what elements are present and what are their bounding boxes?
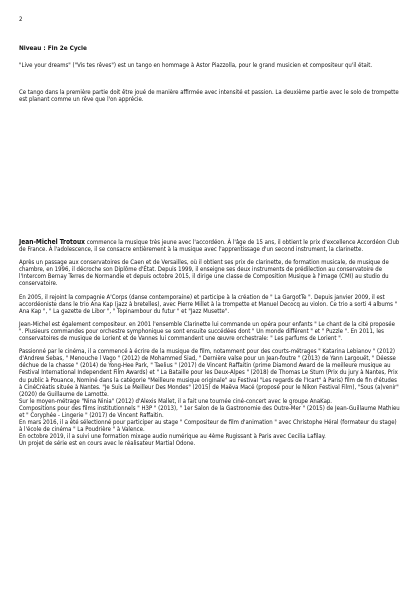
intro-paragraph-2: Ce tango dans la première partie doit être joué de manière affirmée avec intensité et passion. La deuxième partie avec le solo de trompette est planant comme un rêve que l'on apprécie.: [19, 89, 399, 104]
bio-paragraph-1: [19, 239, 400, 253]
author-name: Jean-Michel Trotoux: [19, 238, 86, 246]
intro-paragraph-1: "Live your dreams" ("Vis tes rêves") est un tango en hommage à Astor Piazzolla, pour le grand musicien et compositeur qu'il était.: [19, 62, 373, 69]
bio-paragraph-10: Un projet de série est en cours avec le réalisateur Martial Odone.: [19, 440, 196, 448]
page-number: 2: [19, 16, 23, 23]
bio-paragraph-7: Compositions pour des films institutionnels " H3P " (2013), " 1er Salon de la Gastronomie des Outre-Mer " (2015) de Jean-Guillaume Mathieu et " Coryphée - Lingerie " (2017) de Vincent Raffaitin.: [19, 404, 400, 419]
bio-paragraph-5: Passionné par le cinéma, il a commencé à écrire de la musique de film, notamment pour des courts-métrages " Katarina Lebianov " (2012) d'Andrew Sebas, " Menouche l Vago " (2012) de Mohammed Siad, " Dernière valse pour un Jean-foutre " (2013) de Yann Largouët, " Déesse déchue de la chasse " (2014) de Yong-Hee Park, " Taelius " (2017) de Vincent Raffaitin (prime Diamond Award de la meilleure musique au Festival International Independent Film Awards) et " La Bataille pour les Deux-Alpes " (2018) de Thomas Le Stum (Prix du jury à Nantes, Prix du public à Pouance, Nominé dans la catégorie "Meilleure musique originale" au Festival "Les regards de l'Icart" à Paris) film de fin d'études à CinéCréatis située à Nantes. "Je Suis Le Meilleur Des Mondes" (2015) de Maëva Macé (proposé pour le Nikon Festival Film), "Sous (a)venir" (2020) de Guillaume de Lamotte.: [19, 348, 399, 398]
bio-paragraph-4: Jean-Michel est également compositeur. en 2001 l'ensemble Clarinette lui commande un opéra pour enfants " Le chant de la cité proposée ". Plusieurs commandes pour orchestre symphonique se sont ensuite succédées dont " Un monde différent " et " Puzzle ". En 2011, les conservatoires de musique de Lorient et de Vannes lui commandent une œuvre orchestrale: " Les parfums de Lorient ".: [19, 320, 395, 343]
level-heading: Niveau : Fin 2e Cycle: [19, 44, 87, 52]
bio-paragraph-1-text: commence la musique très jeune avec l'accordéon. À l'âge de 15 ans, il obtient le prix d'excellence Accordéon Club de France. À l'adolescence, il se consacre entièrement à la musique avec l'apprentissage d'un second instrument, la clarinette.: [19, 239, 400, 254]
biography: [19, 239, 400, 447]
bio-paragraph-6: Sur le moyen-métrage "Nina Ninia" (2012) d'Alexis Mallet, il a fait une tournée ciné-concert avec le groupe AnaKap.: [19, 397, 333, 405]
bio-paragraph-2: Après un passage aux conservatoires de Caen et de Versailles, où il obtient ses prix de clarinette, de formation musicale, de musique de chambre, en 1996, il décroche son Diplôme d'État. Depuis 1999, il enseigne ses deux instruments de prédilection au conservatoire de l'Intercom Bernay Terres de Normandie et depuis octobre 2015, il dirige une classe de Composition Musique à l'image (CMI) au studio du conservatoire.: [19, 259, 389, 288]
bio-paragraph-9: En octobre 2019, il a suivi une formation mixage audio numérique au 4ème Rugissant à Paris avec Cecilia Lafilay.: [19, 433, 326, 441]
bio-paragraph-8: En mars 2016, il a été sélectionné pour participer au stage " Compositeur de film d'animation " avec Christophe Héral (formateur du stage) à l'école de cinéma " La Poudrière " à Valence.: [19, 419, 397, 434]
bio-paragraph-3: En 2005, il rejoint la compagnie A'Corps (danse contemporaine) et participe à la création de " La GargotTe ". Depuis janvier 2009, il est accordéoniste dans le trio Ana Kap (jazz à bretelles), avec Pierre Millet à la trompette et Manuel Decocq au violon. Ce trio a sorti 4 albums " Ana Kap ", " La gazette de Libor ", " Topinambour du futur " et "Jazz Musette".: [19, 293, 398, 315]
